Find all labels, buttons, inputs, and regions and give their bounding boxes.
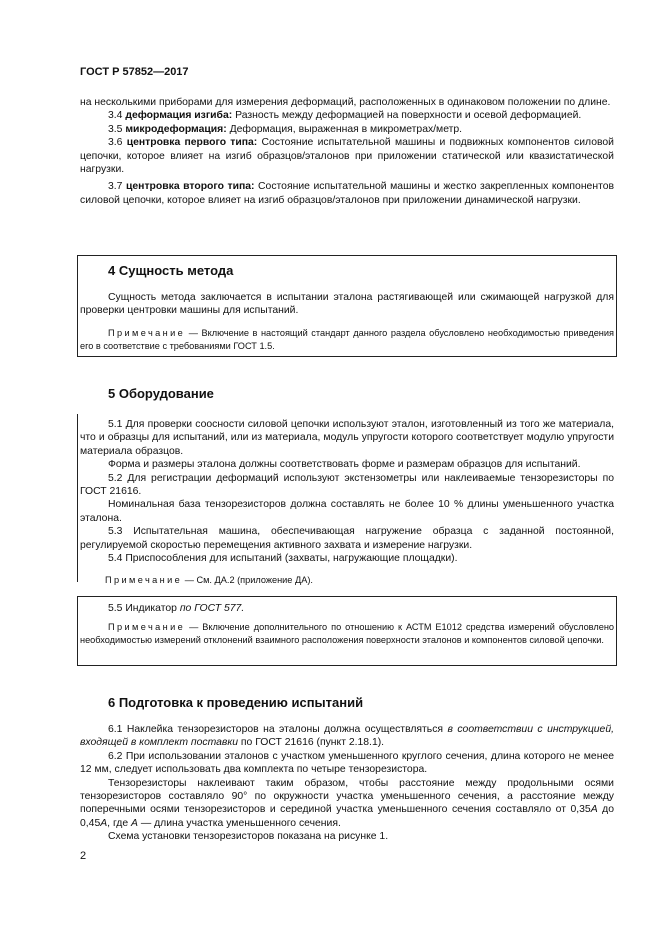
definition-3-7: 3.7 центровка второго типа: Состояние испытательной машины и жестко закрепленных компонентов силовой цепочки, которое влияет на изгиб образцов/эталонов при приложении динамической нагрузки. (80, 181, 615, 206)
definition-3-5: 3.5 микродеформация: Деформация, выраженная в микрометрах/метр. (108, 123, 463, 135)
section-5-title: 5 Оборудование (108, 386, 214, 401)
section-5-2-base: Номинальная база тензорезисторов должна составлять не более 10 % длины уменьшенного участка эталона. (80, 499, 614, 524)
section-6-title: 6 Подготовка к проведению испытаний (108, 695, 364, 710)
definitions-block (80, 96, 614, 207)
definition-3-4: 3.4 деформация изгиба: Разность между деформацией на поверхности и осевой деформацией. (108, 110, 582, 122)
section-5-1-shape: Форма и размеры эталона должны соответствовать форме и размерам образцов для испытаний. (108, 459, 581, 471)
page-number: 2 (80, 850, 87, 862)
section-6-figure-ref: Схема установки тензорезисторов показана на рисунке 1. (108, 831, 389, 843)
note-label: Примечание (105, 575, 183, 586)
section-5-2: 5.2 Для регистрации деформаций используют экстензометры или наклеиваемые тензорезисторы по ГОСТ 21616. (80, 472, 614, 498)
term: центровка первого типа: (126, 137, 258, 149)
document-header: ГОСТ Р 57852—2017 (80, 66, 189, 78)
section-4-body (80, 291, 614, 353)
note-label: Примечание (108, 327, 186, 338)
section-5-note: Примечание — См. ДА.2 (приложение ДА). (105, 575, 313, 586)
section-5-4: 5.4 Приспособления для испытаний (захваты, нагружающие площадки). (108, 553, 458, 565)
section-5-5-body (80, 602, 614, 647)
section-5-5: 5.5 Индикатор по ГОСТ 577. (108, 603, 245, 614)
section-6-1: 6.1 Наклейка тензорезисторов на эталоны должна осуществляться в соответствии с инструкцией, входящей в комплект поставки по ГОСТ 21616 (пункт 2.18.1). (80, 724, 614, 749)
term: центровка второго типа: (126, 181, 255, 193)
term: микродеформация: (125, 123, 227, 135)
section-5-margin-bar (77, 414, 78, 582)
section-5-1: 5.1 Для проверки соосности силовой цепочки используют эталон, изготовленный из того же материала, что и образцы для испытаний, или из материала, модуль упругости которого соответствует модулю упругости материала образцов. (80, 419, 614, 457)
term: деформация изгиба: (125, 110, 233, 122)
intro-continuation: на несколькими приборами для измерения деформаций, расположенных в одинаковом положении по длине. (80, 97, 611, 108)
note-label: Примечание (108, 622, 186, 633)
section-6-body (80, 723, 614, 844)
section-5-5-note: Примечание — Включение дополнительного по отношению к АСТМ Е1012 средства измерений обусловлено необходимостью измерений отклонений взаимного расположения поверхности эталонов и компонентов силовой цепочки. (80, 622, 614, 646)
section-4-paragraph: Сущность метода заключается в испытании эталона растягивающей или сжимающей нагрузкой для проверки центровки машины для испытаний. (80, 292, 614, 317)
section-5-body (80, 418, 614, 587)
section-4-note: Примечание — Включение в настоящий стандарт данного раздела обусловлено необходимостью приведения его в соответствие с требованиями ГОСТ 1.5. (80, 327, 614, 351)
section-5-3: 5.3 Испытательная машина, обеспечивающая нагружение образца с заданной постоянной, регулируемой скоростью перемещения активного захвата и измерение нагрузки. (80, 526, 614, 551)
section-4-title: 4 Сущность метода (108, 263, 234, 278)
section-6-2: 6.2 При использовании эталонов с участком уменьшенного круглого сечения, длина которого не менее 12 мм, следует использовать два комплекта по четыре тензорезистора. (80, 750, 614, 776)
section-6-2-placement: Тензорезисторы наклеивают таким образом, чтобы расстояние между продольными осями тензорезисторов составляло 90° по окружности участка уменьшенного сечения, а расстояние между поперечными осями тензорезисторов и серединой участка уменьшенного сечения составляло от 0,35А до 0,45А, где А — длина участка уменьшенного сечения. (80, 777, 614, 829)
definition-3-6: 3.6 центровка первого типа: Состояние испытательной машины и подвижных компонентов силовой цепочки, которое влияет на изгиб образцов/эталонов при приложении статической или квазистатической нагрузки. (80, 137, 614, 176)
